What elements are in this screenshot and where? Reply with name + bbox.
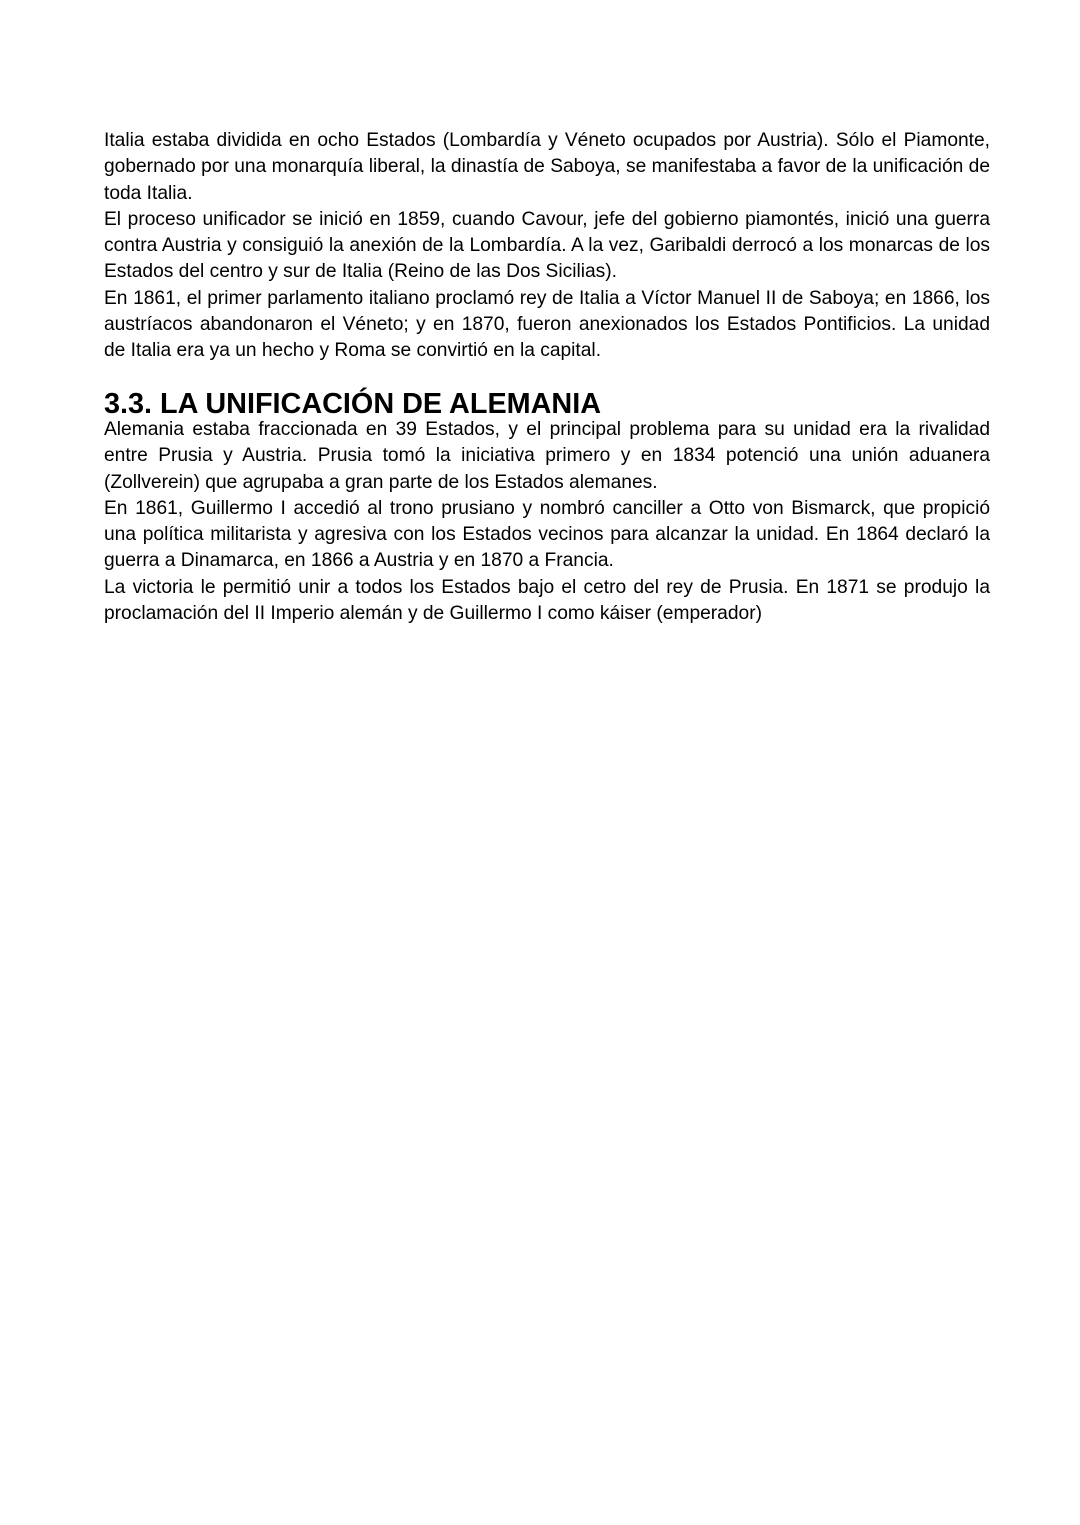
- paragraph-alemania-bismarck: En 1861, Guillermo I accedió al trono prusiano y nombró canciller a Otto von Bismarck, que propició una política militarista y agresiva con los Estados vecinos para alcanzar la unidad. En 1864 declaró la guerra a Dinamarca, en 1866 a Austria y en 1870 a Francia.: [104, 497, 990, 572]
- section-unificacion-alemania: [104, 387, 990, 628]
- section-heading: 3.3. LA UNIFICACIÓN DE ALEMANIA: [104, 387, 602, 420]
- section-spacer: [104, 365, 990, 391]
- document-page: [104, 128, 990, 627]
- paragraph-alemania-imperio: La victoria le permitió unir a todos los Estados bajo el cetro del rey de Prusia. En 1871 se produjo la proclamación del II Imperio alemán y de Guillermo I como káiser (emperador): [104, 576, 990, 625]
- paragraph-italia-division: Italia estaba dividida en ocho Estados (Lombardía y Véneto ocupados por Austria). Sólo el Piamonte, gobernado por una monarquía liberal, la dinastía de Saboya, se manifestaba a favor de la unificación de toda Italia.: [104, 130, 990, 204]
- section-unificacion-italia: [104, 128, 990, 365]
- paragraph-italia-unidad: En 1861, el primer parlamento italiano proclamó rey de Italia a Víctor Manuel II de Saboya; en 1866, los austríacos abandonaron el Véneto; y en 1870, fueron anexionados los Estados Pontificios. La unidad de Italia era ya un hecho y Roma se convirtió en la capital.: [104, 287, 990, 362]
- paragraph-alemania-division: Alemania estaba fraccionada en 39 Estados, y el principal problema para su unidad era la rivalidad entre Prusia y Austria. Prusia tomó la iniciativa primero y en 1834 potenció una unión aduanera (Zollverein) que agrupaba a gran parte de los Estados alemanes.: [104, 418, 990, 493]
- paragraph-italia-proceso: El proceso unificador se inició en 1859, cuando Cavour, jefe del gobierno piamontés, inició una guerra contra Austria y consiguió la anexión de la Lombardía. A la vez, Garibaldi derrocó a los monarcas de los Estados del centro y sur de Italia (Reino de las Dos Sicilias).: [104, 208, 990, 283]
